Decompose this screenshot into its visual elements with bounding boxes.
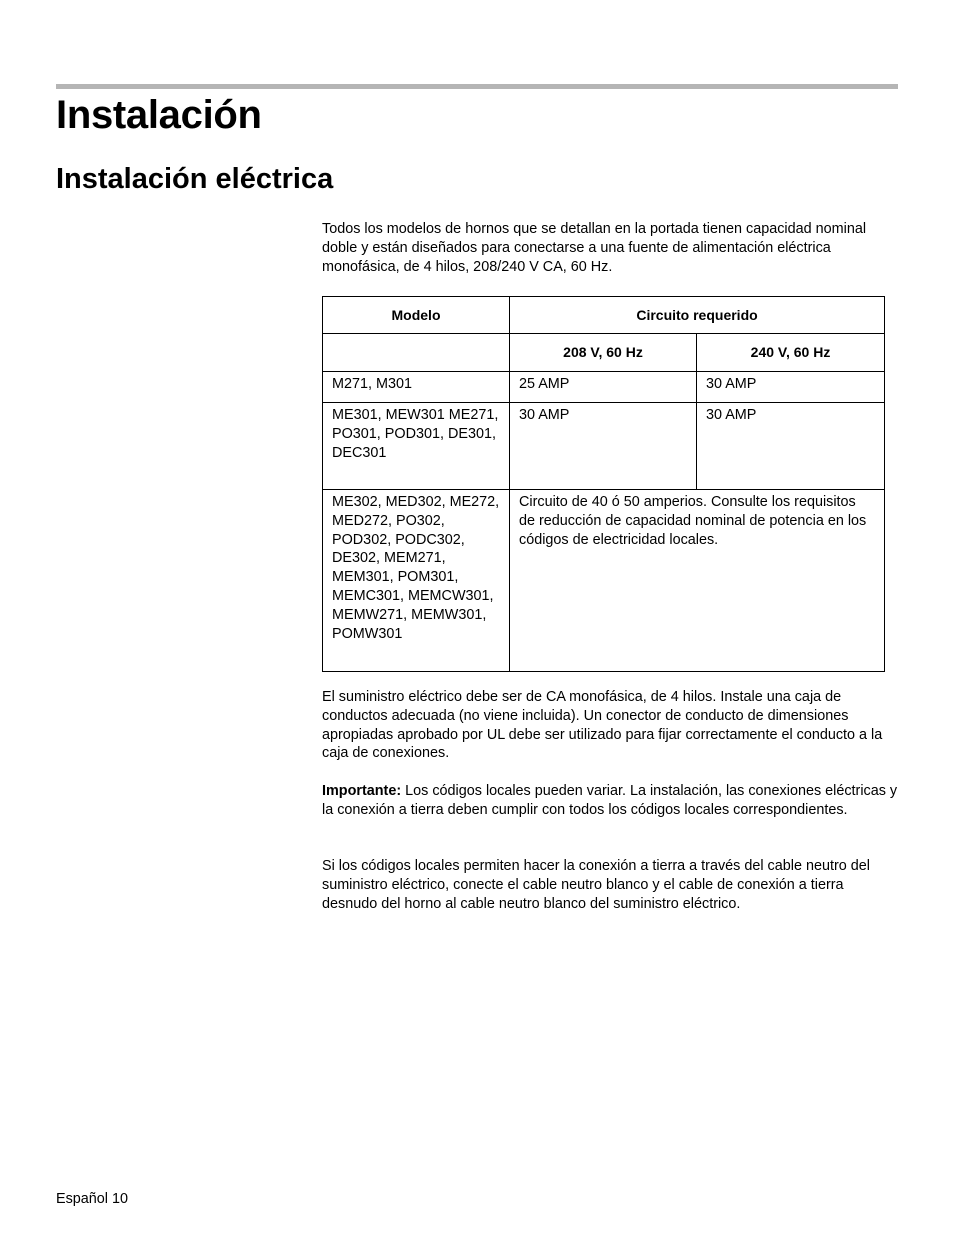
subheader-208: 208 V, 60 Hz — [510, 334, 697, 372]
row-208: 25 AMP — [510, 372, 697, 403]
header-model: Modelo — [323, 297, 510, 334]
subheader-240: 240 V, 60 Hz — [697, 334, 885, 372]
row-model: ME302, MED302, ME272, MED272, PO302, POD302, PODC302, DE302, MEM271, MEM301, POM301, MEMC301, MEMCW301, MEMW271, MEMW301, POMW301 — [323, 490, 510, 672]
header-circuit: Circuito requerido — [510, 297, 885, 334]
row-note: Circuito de 40 ó 50 amperios. Consulte los requisitos de reducción de capacidad nominal de potencia en los códigos de electricidad locales. — [510, 490, 885, 672]
page-title: Instalación — [56, 93, 262, 137]
ground-paragraph: Si los códigos locales permiten hacer la conexión a tierra a través del cable neutro del suministro eléctrico, conecte el cable neutro blanco y el cable de conexión a tierra desnudo del horno al cable neutro blanco del suministro eléctrico. — [322, 858, 870, 912]
row-240: 30 AMP — [697, 372, 885, 403]
page-footer: Español 10 — [56, 1191, 129, 1207]
subheader-empty — [323, 334, 510, 372]
table-row — [323, 403, 885, 490]
table-subheader-row — [323, 334, 885, 372]
important-label: Importante: — [322, 783, 402, 799]
row-240: 30 AMP — [697, 403, 885, 490]
row-model: ME301, MEW301 ME271, PO301, POD301, DE301, DEC301 — [323, 403, 510, 490]
row-208: 30 AMP — [510, 403, 697, 490]
section-title: Instalación eléctrica — [56, 163, 334, 195]
table-header-row — [323, 297, 885, 334]
important-paragraph — [322, 782, 898, 820]
supply-paragraph: El suministro eléctrico debe ser de CA monofásica, de 4 hilos. Instale una caja de conductos adecuada (no viene incluida). Un conector de conducto de dimensiones apropiadas aprobado por UL debe ser utilizado para fijar correctamente el conducto a la caja de conexiones. — [322, 689, 883, 762]
table-row — [323, 490, 885, 672]
important-text: Los códigos locales pueden variar. La instalación, las conexiones eléctricas y la conexión a tierra deben cumplir con todos los códigos locales correspondientes. — [322, 783, 898, 818]
circuit-table — [322, 296, 885, 672]
row-model: M271, M301 — [323, 372, 510, 403]
top-rule — [56, 84, 898, 89]
intro-paragraph: Todos los modelos de hornos que se detallan en la portada tienen capacidad nominal doble y están diseñados para conectarse a una fuente de alimentación eléctrica monofásica, de 4 hilos, 208/240 V CA, 60 Hz. — [322, 221, 867, 275]
table-row — [323, 372, 885, 403]
